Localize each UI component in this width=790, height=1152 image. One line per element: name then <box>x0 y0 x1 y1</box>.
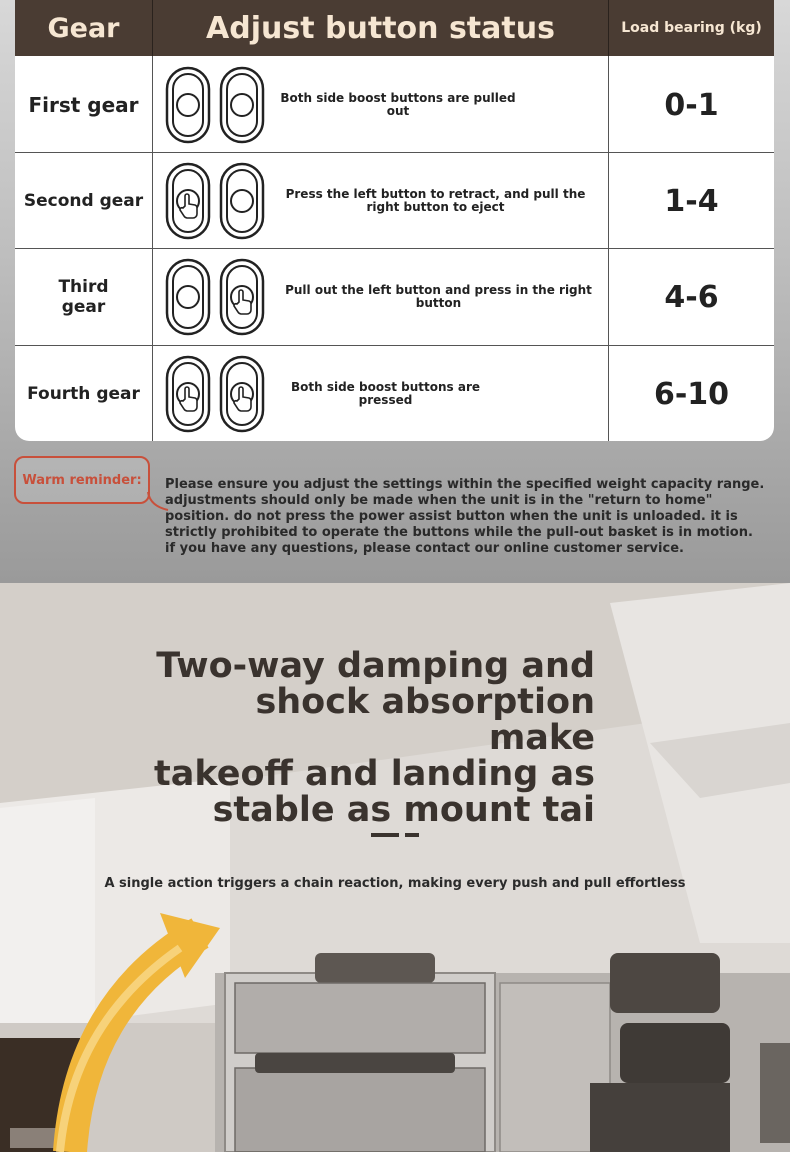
promo-headline <box>140 648 595 828</box>
column-divider <box>152 56 153 441</box>
load-value: 0-1 <box>664 87 719 123</box>
status-description: Both side boost buttons are pressed <box>290 380 480 407</box>
promo-section <box>0 583 790 1152</box>
load-value: 6-10 <box>653 376 730 412</box>
hand-pointer-icon <box>180 194 197 218</box>
hand-pointer-icon <box>180 387 197 411</box>
warm-reminder-badge: Warm reminder: <box>14 456 150 504</box>
reminder-text: Please ensure you adjust the settings within the specified weight capacity range. adjustments should only be made when the unit is in the "return to home" position. do not press the power assist button when the unit is unloaded. it is strictly prohibited to operate the buttons while the pull-out basket is in motion. if you have any questions, please contact our online customer service. <box>165 477 765 556</box>
status-description: Pull out the left button and press in the right button <box>285 283 592 310</box>
toggle-button-icon <box>165 258 265 336</box>
status-description: Press the left button to retract, and pull the right button to eject <box>285 187 586 214</box>
column-divider <box>608 56 609 441</box>
gear-name: Third gear <box>58 277 109 317</box>
load-value: 1-4 <box>664 183 719 219</box>
headline-line: stable as mount tai <box>212 790 595 830</box>
gear-name: Fourth gear <box>27 384 140 404</box>
table-row <box>15 57 774 153</box>
table-header <box>15 0 774 56</box>
hand-pointer-icon <box>234 387 251 411</box>
promo-subtitle: A single action triggers a chain reaction, making every push and pull effortless <box>104 876 686 891</box>
divider-dash <box>405 833 419 837</box>
load-value: 4-6 <box>664 279 719 315</box>
toggle-button-icon <box>165 355 265 433</box>
headline-line: Two-way damping and <box>156 646 595 686</box>
gear-name: Second gear <box>23 191 144 211</box>
toggle-button-icon <box>165 162 265 240</box>
gear-table <box>15 0 774 441</box>
divider-dash <box>371 833 399 837</box>
header-load: Load bearing (kg) <box>621 20 762 36</box>
table-row <box>15 249 774 345</box>
toggle-button-icon <box>165 66 265 144</box>
table-row <box>15 153 774 249</box>
status-description: Both side boost buttons are pulled out <box>280 91 516 118</box>
header-divider <box>152 0 153 56</box>
headline-line: takeoff and landing as <box>154 754 595 794</box>
hand-pointer-icon <box>234 290 251 314</box>
header-divider <box>608 0 609 56</box>
header-gear: Gear <box>47 12 120 44</box>
table-row <box>15 346 774 441</box>
headline-line: shock absorption make <box>255 682 595 758</box>
header-status: Adjust button status <box>206 10 555 46</box>
gear-name: First gear <box>28 93 139 117</box>
